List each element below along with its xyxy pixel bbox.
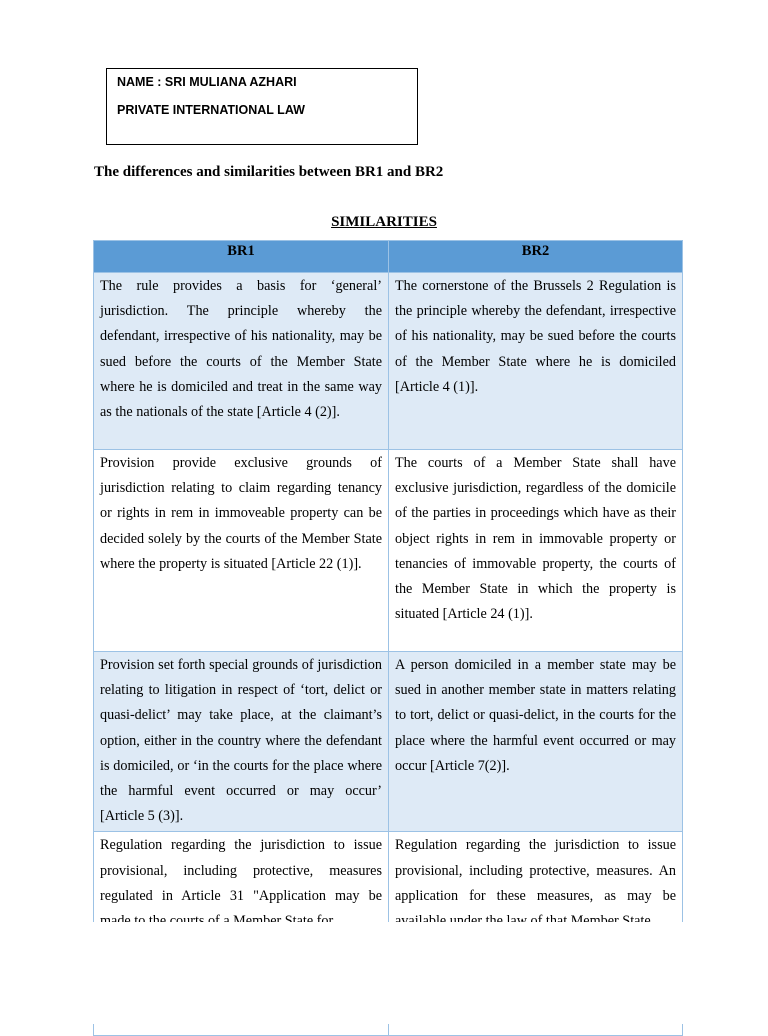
br2-cell: The courts of a Member State shall have exclusive jurisdiction, regardless of the domicile of the parties in proceedings which have as their object rights in rem in immovable property or tenancies of immovable property, the courts of the Member State in which the property is situated [Article 24 (1)]. [389, 450, 683, 652]
document-heading: The differences and similarities between BR1 and BR2 [94, 164, 444, 180]
br1-cell: Regulation regarding the jurisdiction to issue provisional, including protective, measures regulated in Article 31 "Application may be [94, 832, 389, 1036]
course-name: PRIVATE INTERNATIONAL LAW [117, 103, 305, 117]
br2-cell: Regulation regarding the jurisdiction to issue provisional, including protective, measures. An application for these measures, as may be [389, 832, 683, 1036]
br2-cell: A person domiciled in a member state may be sued in another member state in matters relating to tort, delict or quasi-delict, in the courts for the place where the harmful event occurred or may occur [Article 7(2)]. [389, 652, 683, 832]
student-name: NAME : SRI MULIANA AZHARI [117, 75, 297, 89]
table-row [94, 450, 683, 652]
br2-cell: The cornerstone of the Brussels 2 Regulation is the principle whereby the defendant, irrespective of his nationality, may be sued before the courts of the Member State where he is domiciled [Article 4 (1)]. [389, 273, 683, 450]
comparison-table [93, 240, 683, 1036]
section-title: SIMILARITIES [331, 214, 437, 230]
page-cutoff [0, 922, 768, 1024]
name-box [106, 68, 418, 145]
br1-cell: The rule provides a basis for ‘general’ jurisdiction. The principle whereby the defendant, irrespective of his nationality, may be sued before the courts of the Member State where he is domiciled and treat in the same way as the nationals of the state [Article 4 (2)]. [94, 273, 389, 450]
table-header-row [94, 241, 683, 273]
br1-cell: Provision set forth special grounds of jurisdiction relating to litigation in respect of ‘tort, delict or quasi-delict’ may take place, at the claimant’s option, either in the country where the defendant is domiciled, or ‘in the courts for the place where the harmful event occurred or may occur’ [Article 5 (3)]. [94, 652, 389, 832]
table-row [94, 273, 683, 450]
table-row [94, 652, 683, 832]
column-header-br1: BR1 [94, 241, 389, 273]
br1-cell: Provision provide exclusive grounds of jurisdiction relating to claim regarding tenancy or rights in rem in immoveable property can be decided solely by the courts of the Member State where the property is situated [Article 22 (1)]. [94, 450, 389, 652]
column-header-br2: BR2 [389, 241, 683, 273]
